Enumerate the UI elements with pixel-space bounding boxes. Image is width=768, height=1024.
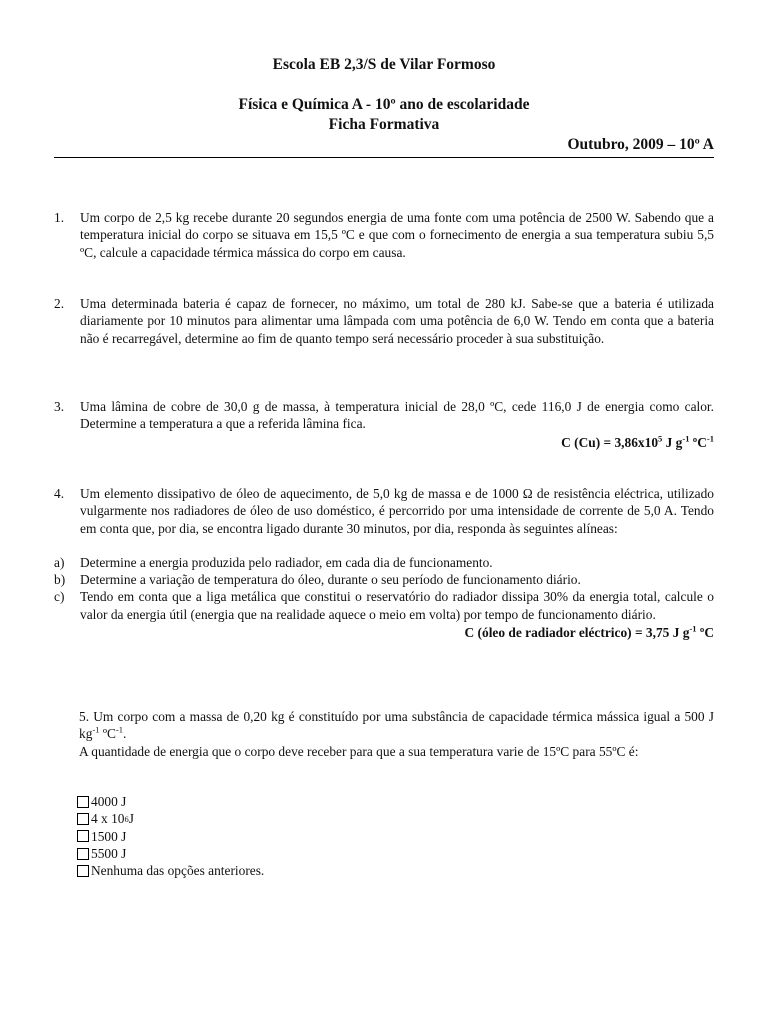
question-number: 2.: [54, 296, 65, 311]
checkbox-icon[interactable]: [77, 865, 89, 877]
question-5: [79, 708, 714, 760]
option-1500-j[interactable]: 1500 J: [77, 828, 264, 845]
option-4x10-6-j[interactable]: 4 x 10 6 J: [77, 810, 264, 827]
oil-heat-capacity-formula: C (óleo de radiador eléctrico) = 3,75 J $g^{-1}$ ºC: [464, 623, 714, 641]
sheet-title: Ficha Formativa: [328, 116, 440, 133]
question-number: 4.: [54, 486, 65, 501]
question-text: Uma determinada bateria é capaz de fornecer, no máximo, um total de 280 kJ. Sabe-se que a bateria é utilizada diariamente por 10 minutos para alimentar uma lâmpada com uma potência de 6,0 W. Tendo em conta que a bateria não é recarregável, determine ao fim de quanto tempo será necessário proceder à sua substituição.: [80, 296, 714, 346]
question-number: 1.: [54, 210, 65, 225]
sub-question-a: a) Determine a energia produzida pelo radiador, em cada dia de funcionamento.: [54, 554, 493, 570]
checkbox-icon[interactable]: [77, 796, 89, 808]
question-text: Um elemento dissipativo de óleo de aquecimento, de 5,0 kg de massa e de 1000 Ω de resistência eléctrica, utilizado vulgarmente nos radiadores de óleo de uso doméstico, é percorrido por uma intensidade de corrente de 5,0 A. Tendo em conta que, por dia, se encontra ligado durante 30 minutos, por dia, responda às seguintes alíneas:: [80, 486, 714, 536]
question-5-prompt: A quantidade de energia que o corpo deve receber para que a sua temperatura varie de 15ºC para 55ºC é:: [79, 743, 639, 759]
sub-question-b: b) Determine a variação de temperatura do óleo, durante o seu período de funcionamento diário.: [54, 572, 581, 588]
question-3: [54, 398, 714, 451]
copper-heat-capacity-formula: C $(Cu) = 3,86x10^5$ J $g^{-1}$ ºC$^{-1}$: [561, 433, 714, 450]
checkbox-icon[interactable]: [77, 813, 89, 825]
checkbox-icon[interactable]: [77, 830, 89, 842]
question-number: 3.: [54, 399, 65, 414]
sub-question-list: [54, 554, 714, 623]
header-divider: [54, 157, 714, 158]
question-5-statement: 5. Um corpo com a massa de 0,20 kg é constituído por uma substância de capacidade térmica mássica igual a 500 J $kg^{-1}$ ºC$^{-1}$.: [79, 709, 714, 742]
date-class: Outubro, 2009 – 10º A: [567, 136, 714, 153]
option-none[interactable]: Nenhuma das opções anteriores.: [77, 862, 264, 879]
question-2: [54, 295, 714, 347]
checkbox-icon[interactable]: [77, 848, 89, 860]
sub-question-c: c) Tendo em conta que a liga metálica que constitui o reservatório do radiador dissipa 30% da energia total, calcule o valor da energia útil (energia que na realidade aquece o meio em volta) por tempo de funcionamento diário.: [54, 589, 714, 622]
question-4: [54, 485, 714, 641]
option-5500-j[interactable]: 5500 J: [77, 845, 264, 862]
question-text: Um corpo de 2,5 kg recebe durante 20 segundos energia de uma fonte com uma potência de 2500 W. Sabendo que a temperatura inicial do corpo se situava em 15,5 ºC e que com o fornecimento de energia a sua temperatura subiu 5,5 ºC, calcule a capacidade térmica mássica do corpo em causa.: [80, 210, 714, 260]
question-1: [54, 209, 714, 261]
question-text: Uma lâmina de cobre de 30,0 g de massa, à temperatura inicial de 28,0 ºC, cede 116,0 J de energia como calor. Determine a temperatura a que a referida lâmina fica.: [80, 399, 714, 432]
subject-title: Física e Química A - 10º ano de escolaridade: [238, 96, 530, 113]
option-4000-j[interactable]: 4000 J: [77, 793, 264, 810]
answer-options: [77, 793, 264, 879]
school-name: Escola EB 2,3/S de Vilar Formoso: [272, 56, 496, 73]
